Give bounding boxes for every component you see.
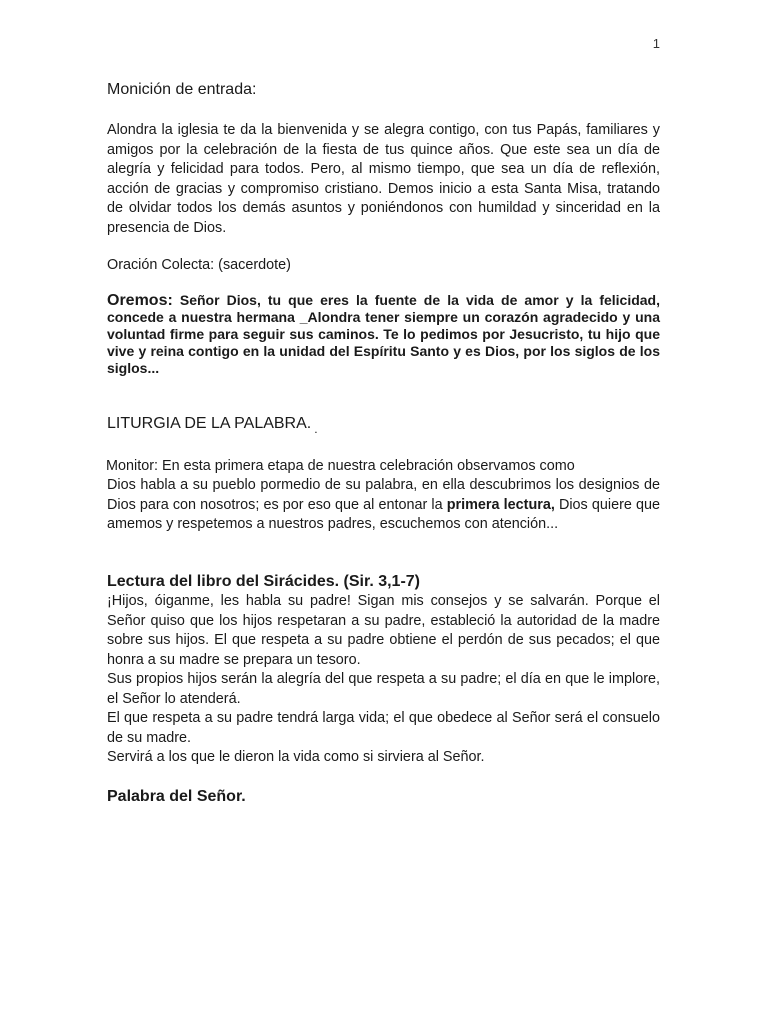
liturgia-title-text: LITURGIA DE LA PALABRA. bbox=[107, 415, 312, 432]
lectura-paragraph-1: ¡Hijos, óiganme, les habla su padre! Sigan mis consejos y se salvarán. Porque el Señor quiso que los hijos respetaran a su padre, estableció la autoridad de la madre sobre sus hijos. El que respeta a su padre obtiene el perdón de sus pecados; el que honra a su madre se prepara un tesoro. bbox=[107, 593, 660, 668]
oremos-lead: Oremos: bbox=[107, 292, 173, 309]
monicion-title: Monición de entrada: bbox=[107, 81, 257, 98]
monitor-text bbox=[107, 476, 660, 535]
lectura-paragraph-4: Servirá a los que le dieron la vida como si sirviera al Señor. bbox=[107, 749, 485, 765]
oremos-text: Señor Dios, tu que eres la fuente de la vida de amor y la felicidad, concede a nuestra hermana _Alondra tener siempre un corazón agradecido y una voluntad firme para seguir sus caminos. Te lo pedimos por Jesucristo, tu hijo que vive y reina contigo en la unidad del Espíritu Santo y es Dios, por los siglos de los siglos... bbox=[107, 292, 660, 376]
oracion-colecta-label: Oración Colecta: (sacerdote) bbox=[107, 257, 291, 273]
monitor-text-a: Dios habla a su pueblo pormedio de su palabra, en ella descubrimos los designios de Dios para con nosotros; es por eso que al entonar la bbox=[107, 477, 660, 513]
page-number: 1 bbox=[652, 36, 660, 51]
palabra-del-senor: Palabra del Señor. bbox=[107, 788, 246, 805]
monitor-bold: primera lectura, bbox=[446, 496, 555, 513]
monitor-line: Monitor: En esta primera etapa de nuestra celebración observamos como bbox=[106, 458, 575, 474]
lectura-paragraph-3: El que respeta a su padre tendrá larga vida; el que obedece al Señor será el consuelo de su madre. bbox=[107, 710, 660, 746]
liturgia-title bbox=[107, 415, 660, 436]
lectura-title: Lectura del libro del Sirácides. (Sir. 3,1-7) bbox=[107, 573, 420, 590]
oremos-paragraph bbox=[107, 292, 660, 377]
monitor-text-b: Dios quiere que amemos y respetemos a nuestros padres, escuchemos con atención... bbox=[107, 496, 661, 532]
liturgia-dot: . bbox=[314, 422, 318, 436]
lectura-text bbox=[107, 592, 660, 768]
lectura-paragraph-2: Sus propios hijos serán la alegría del que respeta a su padre; el día en que le implore, el Señor lo atenderá. bbox=[107, 671, 660, 707]
monicion-text: Alondra la iglesia te da la bienvenida y se alegra contigo, con tus Papás, familiares y amigos por la celebración de la fiesta de tus quince años. Que este sea un día de alegría y felicidad para todos. Pero, al mismo tiempo, que sea un día de reflexión, acción de gracias y compromiso cristiano. Demos inicio a esta Santa Misa, tratando de olvidar todos los demás asuntos y poniéndonos con humildad y sinceridad en la presencia de Dios. bbox=[107, 122, 660, 236]
